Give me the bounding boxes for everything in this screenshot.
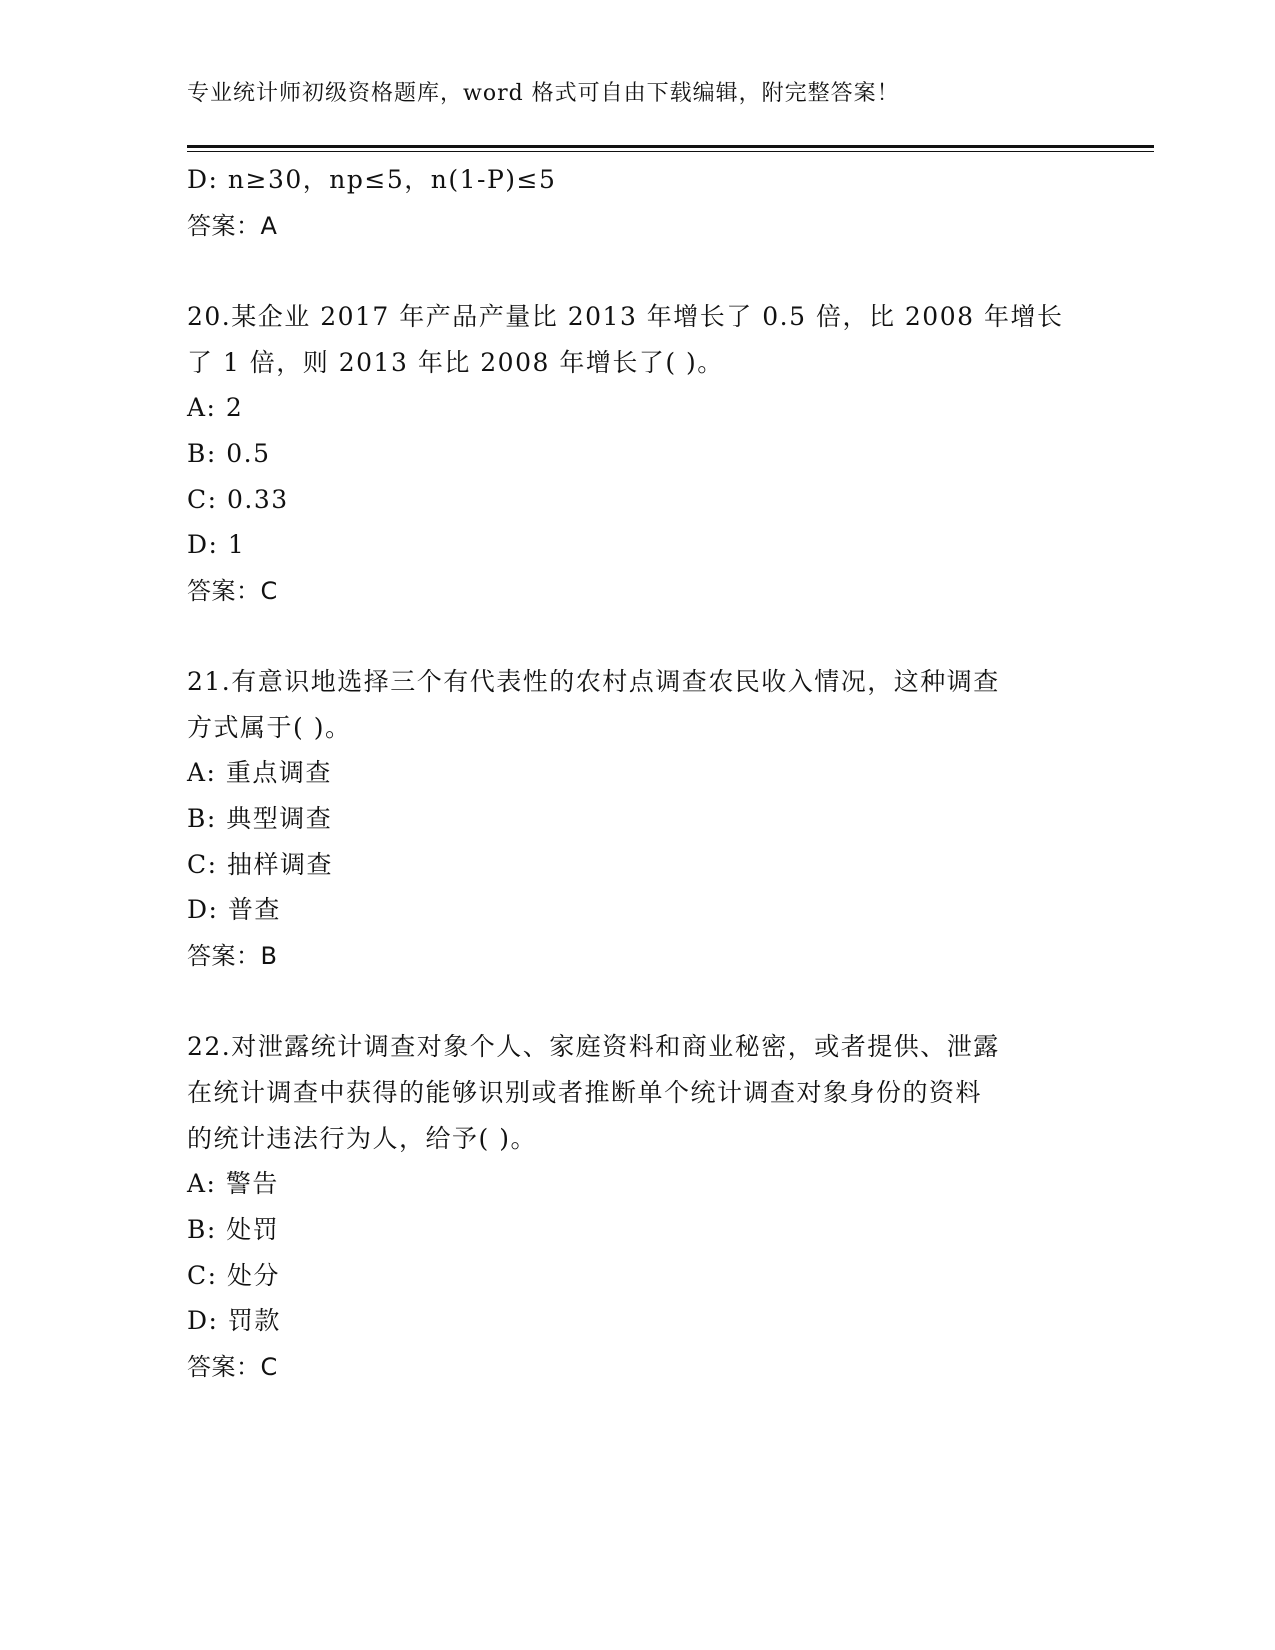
question-20-stem-line-2: 了 1 倍，则 2013 年比 2008 年增长了( )。 [187, 348, 724, 377]
question-20-option-d: D: 1 [187, 530, 246, 559]
question-21-option-a: A: 重点调查 [187, 758, 332, 787]
header-rule-thick [187, 145, 1154, 148]
question-22-stem-line-3: 的统计违法行为人，给予( )。 [187, 1124, 537, 1153]
question-21-stem-line-2: 方式属于( )。 [187, 713, 352, 742]
question-20-option-a: A: 2 [187, 393, 244, 422]
question-22-answer: 答案：C [187, 1353, 278, 1381]
question-22-stem-line-2: 在统计调查中获得的能够识别或者推断单个统计调查对象身份的资料 [187, 1078, 983, 1107]
question-20-answer: 答案：C [187, 577, 278, 605]
question-21-option-b: B: 典型调查 [187, 804, 333, 833]
question-22-option-b: B: 处罚 [187, 1215, 280, 1244]
question-20-option-c: C: 0.33 [187, 485, 289, 514]
question-21-stem-line-1: 21.有意识地选择三个有代表性的农村点调查农民收入情况，这种调查 [187, 667, 1000, 696]
question-22-option-d: D: 罚款 [187, 1306, 281, 1335]
option-d: D: n≥30，np≤5，n(1-P)≤5 [187, 165, 557, 194]
question-20-option-b: B: 0.5 [187, 439, 271, 468]
question-22-option-a: A: 警告 [187, 1169, 279, 1198]
question-21-option-d: D: 普查 [187, 895, 281, 924]
header-rule-thin [187, 151, 1154, 152]
question-21-option-c: C: 抽样调查 [187, 850, 333, 879]
question-22-stem-line-1: 22.对泄露统计调查对象个人、家庭资料和商业秘密，或者提供、泄露 [187, 1032, 1000, 1061]
answer: 答案：A [187, 212, 278, 240]
question-20-stem-line-1: 20.某企业 2017 年产品产量比 2013 年增长了 0.5 倍，比 2008 年增长 [187, 302, 1064, 331]
question-22-option-c: C: 处分 [187, 1261, 280, 1290]
page-header-text: 专业统计师初级资格题库，word 格式可自由下载编辑，附完整答案！ [187, 81, 900, 106]
question-21-answer: 答案：B [187, 942, 278, 970]
